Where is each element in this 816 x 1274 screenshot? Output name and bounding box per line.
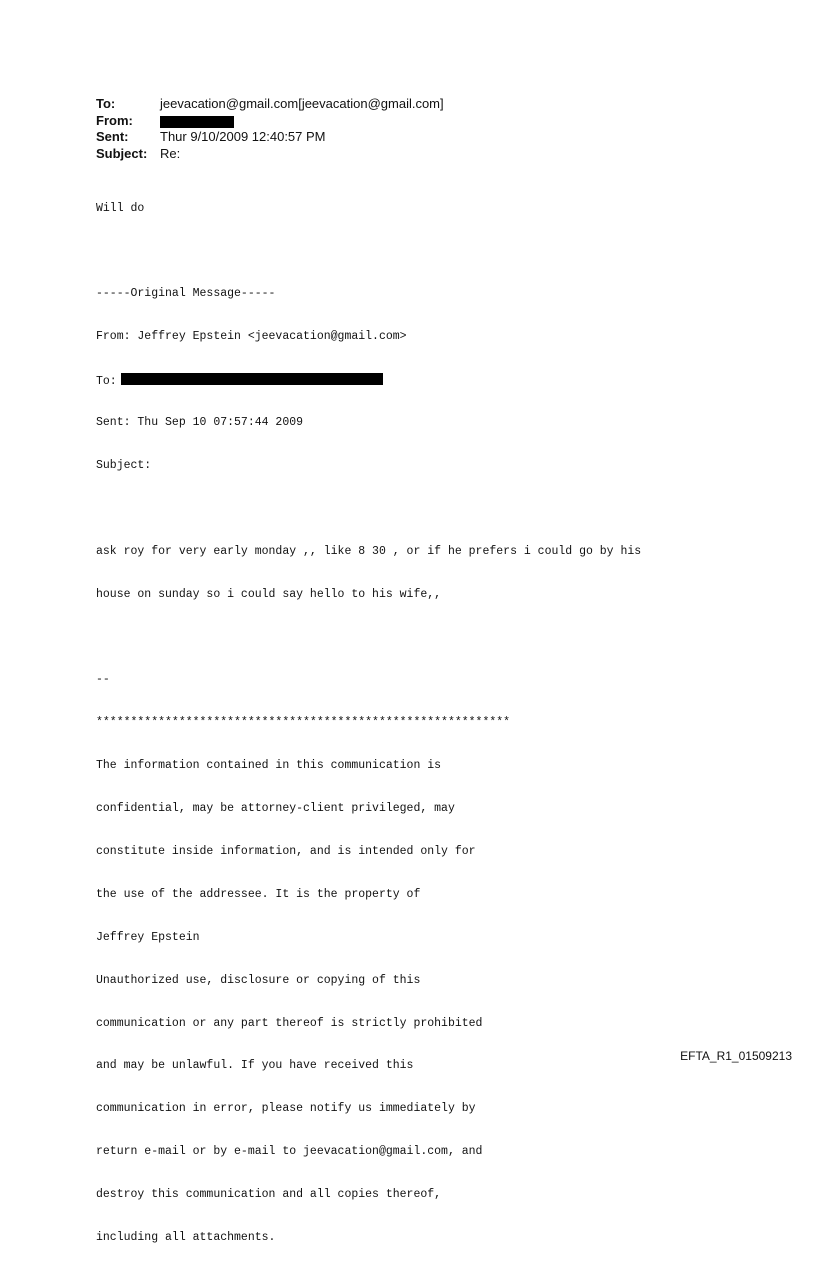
sent-label: Sent: (96, 129, 129, 144)
disclaimer-line: The information contained in this communication is (96, 759, 442, 773)
redaction-bar (121, 373, 383, 385)
sent-value: Thur 9/10/2009 12:40:57 PM (160, 129, 326, 144)
original-from: From: Jeffrey Epstein <jeevacation@gmail.com> (96, 330, 407, 344)
signature-dashes: -- (96, 673, 110, 687)
signature-stars: ************************************************************ (96, 716, 511, 730)
subject-row (96, 146, 444, 163)
message-line: ask roy for very early monday ,, like 8 30 , or if he prefers i could go by his (96, 544, 642, 558)
document-id: EFTA_R1_01509213 (680, 1049, 792, 1063)
disclaimer-line: and may be unlawful. If you have received this (96, 1059, 414, 1073)
original-subject: Subject: (96, 458, 152, 472)
from-row (96, 113, 444, 130)
subject-label: Subject: (96, 145, 148, 161)
disclaimer-line: confidential, may be attorney-client privileged, may (96, 802, 455, 816)
spacer (96, 631, 641, 645)
disclaimer-line: the use of the addressee. It is the property of (96, 887, 421, 901)
spacer (96, 502, 641, 516)
to-value: jeevacation@gmail.com[jeevacation@gmail.com] (160, 96, 444, 111)
email-header (96, 96, 444, 162)
spacer (96, 244, 641, 258)
disclaimer-line: constitute inside information, and is intended only for (96, 844, 476, 858)
reply-text: Will do (96, 201, 145, 215)
from-label: From: (96, 112, 133, 128)
original-to-label: To: (96, 375, 117, 389)
email-body (96, 173, 641, 1274)
disclaimer-line: return e-mail or by e-mail to jeevacation@gmail.com, and (96, 1145, 483, 1159)
message-line: house on sunday so i could say hello to his wife,, (96, 587, 442, 601)
to-row (96, 96, 444, 113)
disclaimer-line: including all attachments. (96, 1230, 276, 1244)
disclaimer-line: Jeffrey Epstein (96, 930, 200, 944)
disclaimer-line: destroy this communication and all copies thereof, (96, 1188, 442, 1202)
original-to-row (96, 373, 641, 387)
redaction-bar (160, 116, 234, 128)
original-divider: -----Original Message----- (96, 287, 276, 301)
disclaimer-line: Unauthorized use, disclosure or copying of this (96, 973, 421, 987)
subject-value: Re: (160, 145, 181, 161)
to-label: To: (96, 96, 116, 111)
original-sent: Sent: Thu Sep 10 07:57:44 2009 (96, 416, 304, 430)
disclaimer-line: communication or any part thereof is strictly prohibited (96, 1016, 483, 1030)
disclaimer-line: communication in error, please notify us immediately by (96, 1102, 476, 1116)
sent-row (96, 129, 444, 146)
